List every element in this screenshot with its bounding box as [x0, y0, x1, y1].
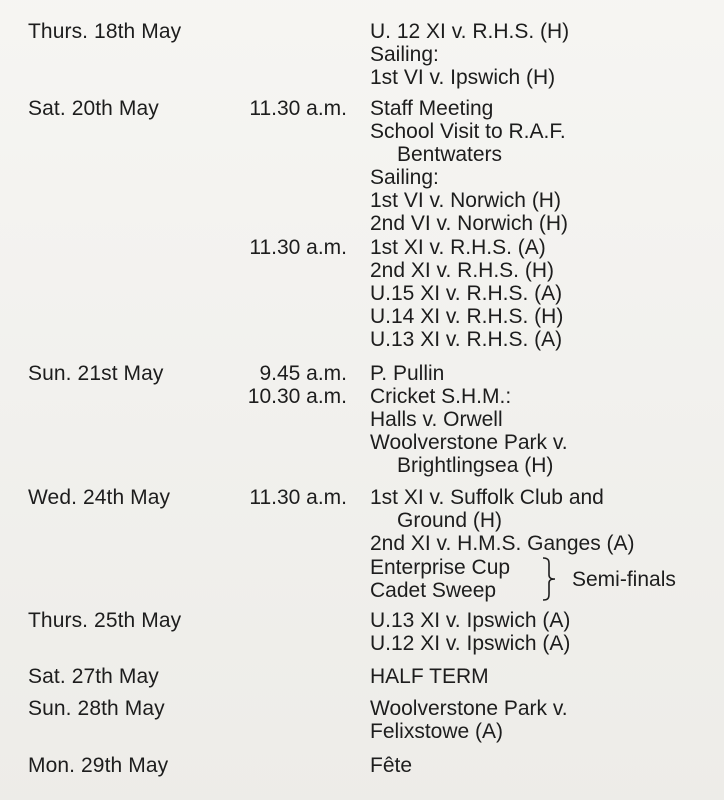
- sailing-semifinals-group: [370, 556, 510, 602]
- row-events: [370, 697, 568, 743]
- row-events: [370, 362, 444, 385]
- row-date: Mon. 29th May: [28, 754, 169, 777]
- row-events: [370, 665, 489, 688]
- event-line: Enterprise Cup: [370, 556, 511, 579]
- row-events: [370, 236, 563, 351]
- row-date: Wed. 24th May: [28, 486, 171, 509]
- event-line: 1st VI v. Norwich (H): [370, 189, 561, 212]
- event-line: U.13 XI v. Ipswich (A): [370, 609, 571, 632]
- event-line: 1st VI v. Ipswich (H): [370, 66, 556, 89]
- event-line: Brightlingsea (H): [397, 454, 554, 477]
- row-date: Thurs. 18th May: [28, 20, 182, 43]
- event-line: School Visit to R.A.F.: [370, 120, 566, 143]
- row-date: Sun. 28th May: [28, 697, 165, 720]
- event-line: 2nd XI v. H.M.S. Ganges (A): [370, 532, 635, 555]
- event-line: Ground (H): [397, 509, 503, 532]
- event-line: Bentwaters: [397, 143, 503, 166]
- event-line: Sailing:: [370, 43, 439, 66]
- event-line: U.13 XI v. R.H.S. (A): [370, 328, 563, 351]
- event-line: Fête: [370, 754, 413, 777]
- row-time: 9.45 a.m.: [259, 362, 347, 385]
- row-date: Sun. 21st May: [28, 362, 164, 385]
- semi-finals-label: Semi-finals: [572, 568, 676, 591]
- row-events: [370, 754, 412, 777]
- event-line: U.12 XI v. Ipswich (A): [370, 632, 571, 655]
- event-line: Cadet Sweep: [370, 579, 497, 602]
- row-date: Thurs. 25th May: [28, 609, 182, 632]
- row-time: 11.30 a.m.: [249, 97, 347, 120]
- event-line: Woolverstone Park v.: [370, 431, 568, 454]
- event-line: 1st XI v. R.H.S. (A): [370, 236, 546, 259]
- row-time: 11.30 a.m.: [249, 236, 347, 259]
- event-line: Halls v. Orwell: [370, 408, 503, 431]
- event-line: Felixstowe (A): [370, 720, 504, 743]
- row-date: Sat. 27th May: [28, 665, 159, 688]
- row-time: 10.30 a.m.: [247, 385, 347, 408]
- event-line: P. Pullin: [370, 362, 445, 385]
- event-line: Woolverstone Park v.: [370, 697, 568, 720]
- curly-brace-icon: [540, 556, 558, 602]
- event-line: 2nd XI v. R.H.S. (H): [370, 259, 554, 282]
- row-events: [370, 20, 569, 89]
- event-line: HALF TERM: [370, 665, 489, 688]
- row-events: [370, 385, 568, 477]
- event-line: U. 12 XI v. R.H.S. (H): [370, 20, 570, 43]
- row-date: Sat. 20th May: [28, 97, 159, 120]
- row-events: [370, 486, 635, 555]
- event-line: Staff Meeting: [370, 97, 494, 120]
- row-events: [370, 97, 568, 235]
- event-line: U.14 XI v. R.H.S. (H): [370, 305, 564, 328]
- row-time: 11.30 a.m.: [249, 486, 347, 509]
- event-line: Cricket S.H.M.:: [370, 385, 512, 408]
- row-events: [370, 609, 570, 655]
- event-line: 1st XI v. Suffolk Club and: [370, 486, 604, 509]
- event-line: Sailing:: [370, 166, 439, 189]
- event-line: 2nd VI v. Norwich (H): [370, 212, 568, 235]
- event-line: U.15 XI v. R.H.S. (A): [370, 282, 563, 305]
